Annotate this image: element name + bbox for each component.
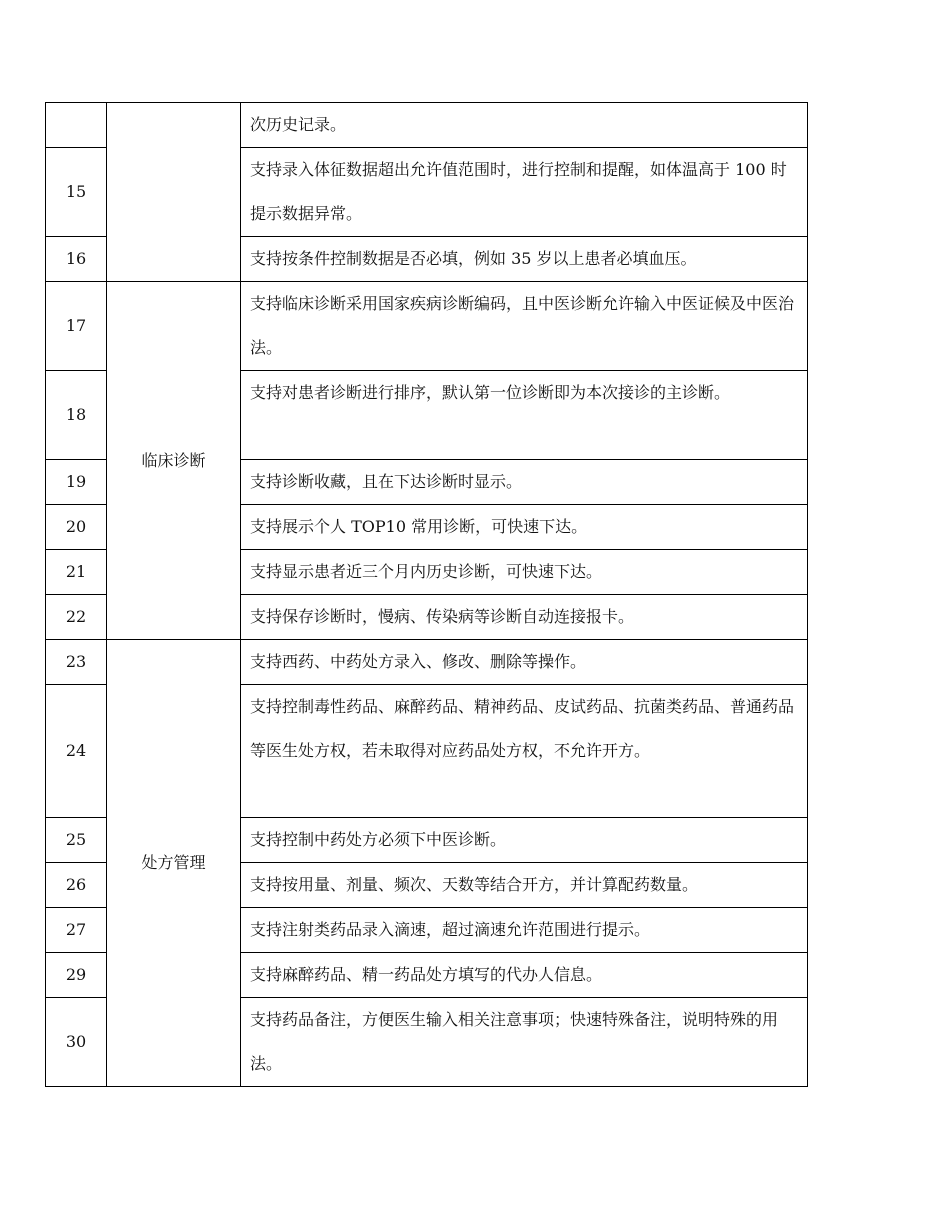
row-number: 17 xyxy=(46,282,107,371)
row-description: 支持控制中药处方必须下中医诊断。 xyxy=(241,818,808,863)
row-number: 23 xyxy=(46,640,107,685)
row-description: 支持临床诊断采用国家疾病诊断编码，且中医诊断允许输入中医证候及中医治法。 xyxy=(241,282,808,371)
row-description: 支持录入体征数据超出允许值范围时，进行控制和提醒，如体温高于 100 时提示数据异常。 xyxy=(241,148,808,237)
row-number: 18 xyxy=(46,371,107,460)
row-number: 25 xyxy=(46,818,107,863)
requirements-table xyxy=(45,102,808,1087)
row-number: 15 xyxy=(46,148,107,237)
row-number: 19 xyxy=(46,460,107,505)
row-number: 26 xyxy=(46,863,107,908)
table-row xyxy=(46,103,808,148)
row-number: 21 xyxy=(46,550,107,595)
row-description: 支持对患者诊断进行排序，默认第一位诊断即为本次接诊的主诊断。 xyxy=(241,371,808,460)
row-number: 29 xyxy=(46,953,107,998)
row-number: 27 xyxy=(46,908,107,953)
category-cell-prescription-management: 处方管理 xyxy=(107,640,241,1087)
category-cell-continued xyxy=(107,103,241,282)
row-description: 支持诊断收藏，且在下达诊断时显示。 xyxy=(241,460,808,505)
row-description: 支持控制毒性药品、麻醉药品、精神药品、皮试药品、抗菌类药品、普通药品等医生处方权，若未取得对应药品处方权，不允许开方。 xyxy=(241,685,808,818)
row-description: 支持展示个人 TOP10 常用诊断，可快速下达。 xyxy=(241,505,808,550)
row-number: 20 xyxy=(46,505,107,550)
row-number xyxy=(46,103,107,148)
row-description: 支持药品备注，方便医生输入相关注意事项；快速特殊备注，说明特殊的用法。 xyxy=(241,998,808,1087)
row-number: 16 xyxy=(46,237,107,282)
row-description: 支持西药、中药处方录入、修改、删除等操作。 xyxy=(241,640,808,685)
row-description: 支持注射类药品录入滴速，超过滴速允许范围进行提示。 xyxy=(241,908,808,953)
row-description: 支持按条件控制数据是否必填，例如 35 岁以上患者必填血压。 xyxy=(241,237,808,282)
row-description: 支持显示患者近三个月内历史诊断，可快速下达。 xyxy=(241,550,808,595)
row-description: 支持麻醉药品、精一药品处方填写的代办人信息。 xyxy=(241,953,808,998)
row-description: 支持按用量、剂量、频次、天数等结合开方，并计算配药数量。 xyxy=(241,863,808,908)
row-number: 22 xyxy=(46,595,107,640)
table-row xyxy=(46,640,808,685)
row-number: 24 xyxy=(46,685,107,818)
row-description: 次历史记录。 xyxy=(241,103,808,148)
row-number: 30 xyxy=(46,998,107,1087)
table-row xyxy=(46,282,808,371)
category-cell-clinical-diagnosis: 临床诊断 xyxy=(107,282,241,640)
row-description: 支持保存诊断时，慢病、传染病等诊断自动连接报卡。 xyxy=(241,595,808,640)
